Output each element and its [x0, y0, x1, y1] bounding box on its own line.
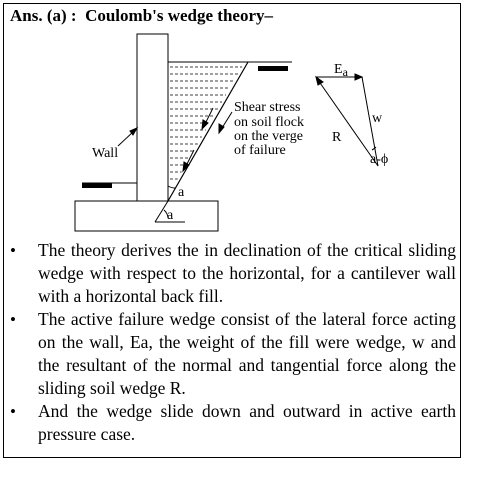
bullet-icon: •: [10, 241, 16, 260]
shear-label-line3: on the verge: [234, 129, 303, 144]
r-vector: [318, 80, 378, 166]
base-angle-label: a: [167, 208, 174, 223]
ea-label: Ea: [334, 62, 348, 79]
wall-angle-arc: [168, 186, 176, 188]
shear-label-pointer: [219, 112, 232, 133]
shear-label-line4: of failure: [234, 143, 286, 158]
list-item: [10, 239, 456, 308]
wall-stem: [137, 34, 168, 201]
bullet-icon: •: [10, 310, 16, 329]
front-ground-hatch: [82, 183, 112, 188]
wall-label: Wall: [92, 146, 119, 161]
list-item-text: And the wedge slide down and outward in active earth pressure case.: [38, 401, 456, 444]
wall-angle-label: a: [178, 185, 185, 200]
w-label: w: [372, 111, 383, 126]
backfill-surface-hatch: [258, 66, 288, 71]
bullet-icon: •: [10, 402, 16, 421]
list-item: [10, 400, 456, 446]
answer-heading: Ans. (a) : Coulomb's wedge theory–: [10, 6, 274, 25]
shear-label-line1: Shear stress: [234, 100, 301, 115]
a-phi-label: a-ϕ: [370, 152, 389, 167]
list-item: [10, 308, 456, 400]
wall-footing: [75, 201, 218, 231]
r-label: R: [332, 130, 342, 145]
force-polygon: [316, 74, 378, 166]
list-item-text: The theory derives the in declination of the critical sliding wedge with respect to the horizontal, for a cantilever wall with a horizontal back fill.: [38, 240, 456, 306]
list-item-text: The active failure wedge consist of the lateral force acting on the wall, Ea, the weight of the fill were wedge, w and the resultant of the normal and tangential force along the sliding soil wedge R.: [38, 309, 456, 398]
explanation-list: [10, 239, 456, 446]
shear-label-line2: on soil flock: [234, 115, 304, 130]
wall-label-pointer: [118, 128, 137, 146]
shear-stress-arrows: [183, 108, 213, 171]
